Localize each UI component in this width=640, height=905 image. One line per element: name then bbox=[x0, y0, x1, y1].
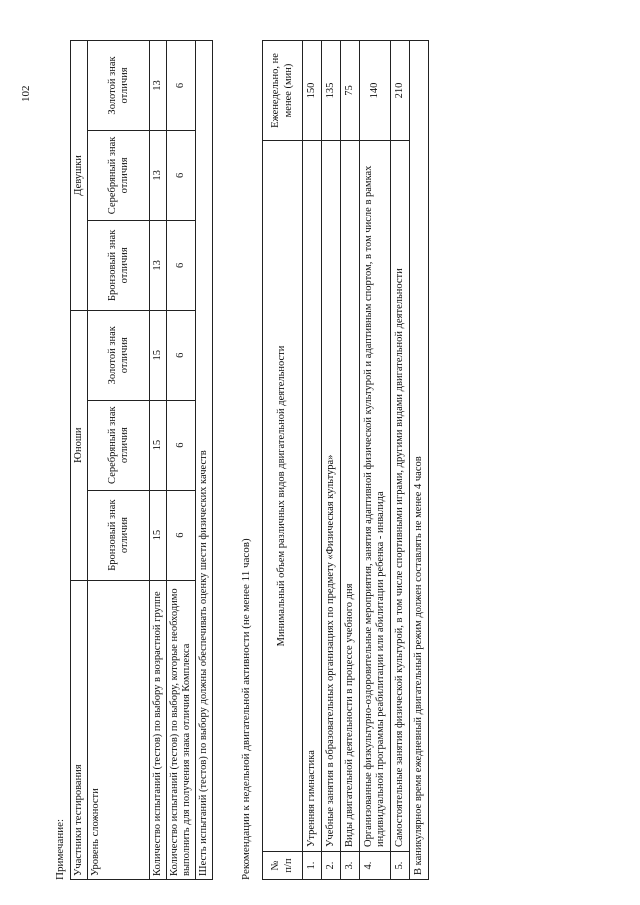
group-boys: Юноши bbox=[71, 310, 88, 580]
note-label: Примечание: bbox=[54, 818, 66, 880]
cell-value: 13 bbox=[150, 41, 167, 131]
activity-minutes: 150 bbox=[303, 41, 322, 141]
activity-name: Организованные физкультурно-оздоровительные мероприятия, занятия адаптивной физической культурой и адаптивным спортом, в том числе в рамках индивидуальной программы реабилитации или абилитации ребенка - инвалида bbox=[360, 140, 391, 851]
table-row bbox=[341, 41, 360, 880]
table-footer: Шесть испытаний (тестов) по выбору должны обеспечивать оценку шести физических качеств bbox=[196, 41, 213, 880]
table-row bbox=[391, 41, 410, 880]
table-row bbox=[196, 41, 213, 880]
table-row bbox=[303, 41, 322, 880]
row-number: 3. bbox=[341, 852, 360, 880]
table-row bbox=[360, 41, 391, 880]
table-row bbox=[263, 41, 303, 880]
table-row bbox=[150, 41, 167, 880]
level-header: Серебряный знак отличия bbox=[88, 130, 150, 220]
group-girls: Девушки bbox=[71, 41, 88, 311]
cell-value: 15 bbox=[150, 400, 167, 490]
testing-table bbox=[70, 40, 213, 880]
col-num-header: № п/п bbox=[263, 852, 303, 880]
cell-value: 15 bbox=[150, 490, 167, 580]
cell-value: 6 bbox=[167, 400, 196, 490]
level-header: Золотой знак отличия bbox=[88, 41, 150, 131]
cell-value: 6 bbox=[167, 220, 196, 310]
row-label: Количество испытаний (тестов) по выбору, которые необходимо выполнить для получения знака отличия Комплекса bbox=[167, 580, 196, 879]
difficulty-label: Уровень сложности bbox=[88, 580, 150, 879]
cell-value: 13 bbox=[150, 220, 167, 310]
table-row bbox=[88, 41, 150, 880]
activity-minutes: 210 bbox=[391, 41, 410, 141]
activity-minutes: 140 bbox=[360, 41, 391, 141]
table-row bbox=[410, 41, 429, 880]
row-label: Количество испытаний (тестов) по выбору в возрастной группе bbox=[150, 580, 167, 879]
activity-name: Учебные занятия в образовательных организациях по предмету «Физическая культура» bbox=[322, 140, 341, 851]
table-row bbox=[167, 41, 196, 880]
activity-name: Утренняя гимнастика bbox=[303, 140, 322, 851]
col-name-header: Минимальный объем различных видов двигательной деятельности bbox=[263, 140, 303, 851]
cell-value: 6 bbox=[167, 41, 196, 131]
table-footer: В каникулярное время ежедневный двигательный режим должен составлять не менее 4 часов bbox=[410, 41, 429, 880]
cell-value: 6 bbox=[167, 490, 196, 580]
activity-name: Виды двигательной деятельности в процессе учебного дня bbox=[341, 140, 360, 851]
cell-value: 6 bbox=[167, 310, 196, 400]
row-number: 2. bbox=[322, 852, 341, 880]
level-header: Серебряный знак отличия bbox=[88, 400, 150, 490]
activity-minutes: 75 bbox=[341, 41, 360, 141]
recommendation-caption: Рекомендации к недельной двигательной активности (не менее 11 часов) bbox=[240, 538, 252, 880]
table-row bbox=[71, 41, 88, 880]
row-number: 1. bbox=[303, 852, 322, 880]
table-row bbox=[322, 41, 341, 880]
activity-minutes: 135 bbox=[322, 41, 341, 141]
page-number: 102 bbox=[20, 85, 32, 102]
activity-table bbox=[262, 40, 429, 880]
level-header: Бронзовый знак отличия bbox=[88, 490, 150, 580]
row-number: 4. bbox=[360, 852, 391, 880]
level-header: Золотой знак отличия bbox=[88, 310, 150, 400]
cell-value: 15 bbox=[150, 310, 167, 400]
cell-value: 13 bbox=[150, 130, 167, 220]
col-weekly-header: Еженедельно, не менее (мин) bbox=[263, 41, 303, 141]
activity-name: Самостоятельные занятия физической культурой, в том числе спортивными играми, другими видами двигательной деятельности bbox=[391, 140, 410, 851]
cell-value: 6 bbox=[167, 130, 196, 220]
level-header: Бронзовый знак отличия bbox=[88, 220, 150, 310]
row-number: 5. bbox=[391, 852, 410, 880]
participants-label: Участники тестирования bbox=[71, 580, 88, 879]
